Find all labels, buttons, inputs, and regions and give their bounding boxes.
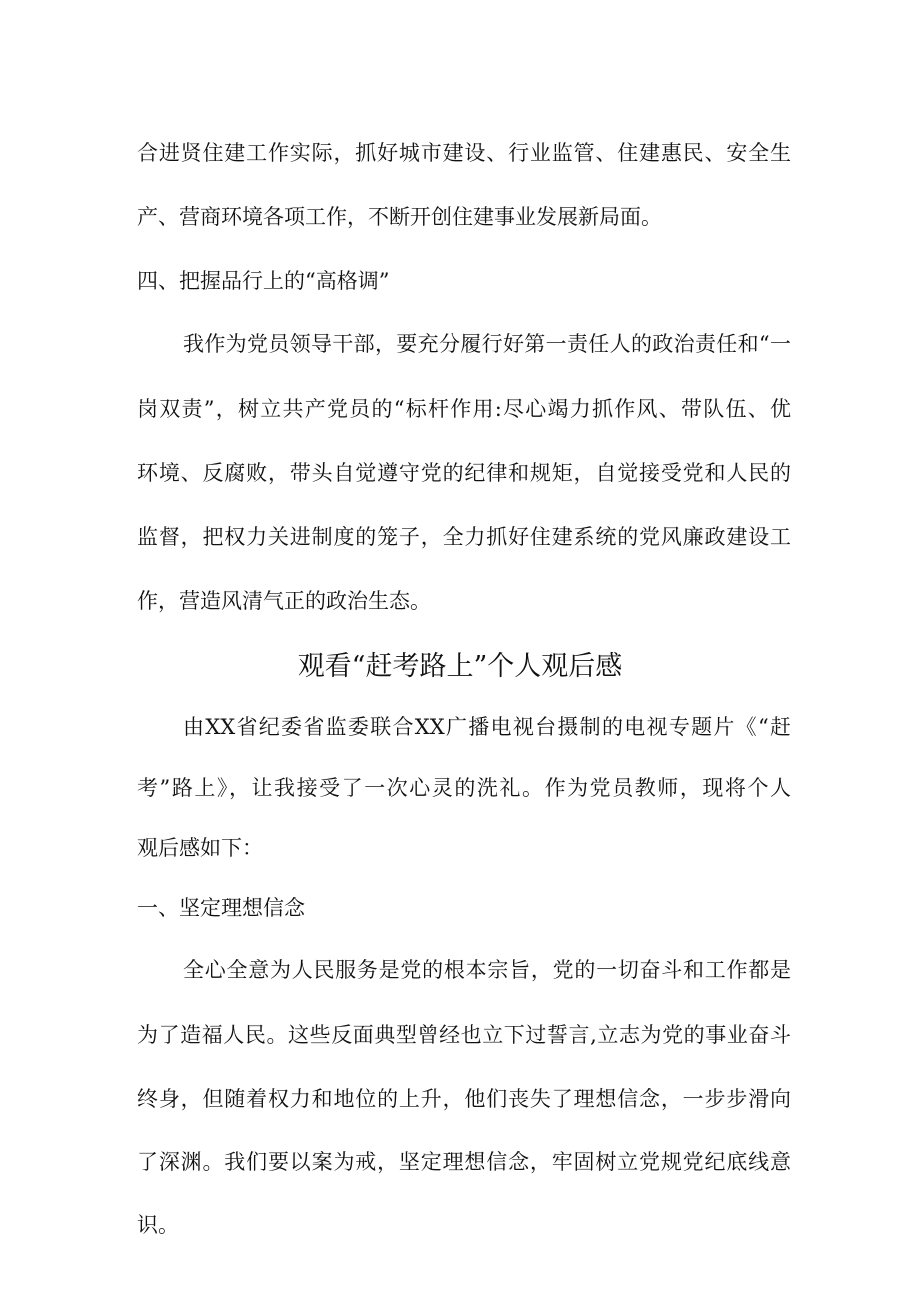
- section-1-line-4: 了深渊。我们要以案为戒，坚定理想信念，牢固树立党规党纪底线意: [137, 1150, 791, 1174]
- intro-line-1: 合进贤住建工作实际，抓好城市建设、行业监管、住建惠民、安全生: [137, 141, 791, 165]
- section-4-line-1: 我作为党员领导干部，要充分履行好第一责任人的政治责任和“一: [183, 332, 791, 356]
- section-4-line-5: 作，营造风清气正的政治生态。: [137, 589, 431, 613]
- article-title: 观看“赶考路上”个人观后感: [297, 651, 623, 682]
- opening-line-1: 由XX省纪委省监委联合XX广播电视台摄制的电视专题片《“赶: [183, 715, 791, 739]
- section-4-line-2: 岗双责”，树立共产党员的“标杆作用:尽心竭力抓作风、带队伍、优: [137, 397, 791, 421]
- opening-line-2: 考”路上》，让我接受了一次心灵的洗礼。作为党员教师，现将个人: [137, 776, 791, 800]
- section-1-line-1: 全心全意为人民服务是党的根本宗旨，党的一切奋斗和工作都是: [183, 958, 791, 982]
- section-1-line-2: 为了造福人民。这些反面典型曾经也立下过誓言,立志为党的事业奋斗: [137, 1023, 791, 1047]
- intro-line-2: 产、营商环境各项工作，不断开创住建事业发展新局面。: [137, 205, 662, 229]
- opening-line-3: 观后感如下：: [137, 836, 263, 860]
- section-1-line-5: 识。: [137, 1213, 179, 1237]
- section-4-heading: 四、把握品行上的“高格调”: [137, 269, 390, 293]
- section-4-line-3: 环境、反腐败，带头自觉遵守党的纪律和规矩，自觉接受党和人民的: [137, 461, 791, 485]
- section-4-line-4: 监督，把权力关进制度的笼子，全力抓好住建系统的党风廉政建设工: [137, 525, 791, 549]
- section-1-line-3: 终身，但随着权力和地位的上升，他们丧失了理想信念，一步步滑向: [137, 1087, 791, 1111]
- section-1-heading: 一、坚定理想信念: [137, 896, 305, 920]
